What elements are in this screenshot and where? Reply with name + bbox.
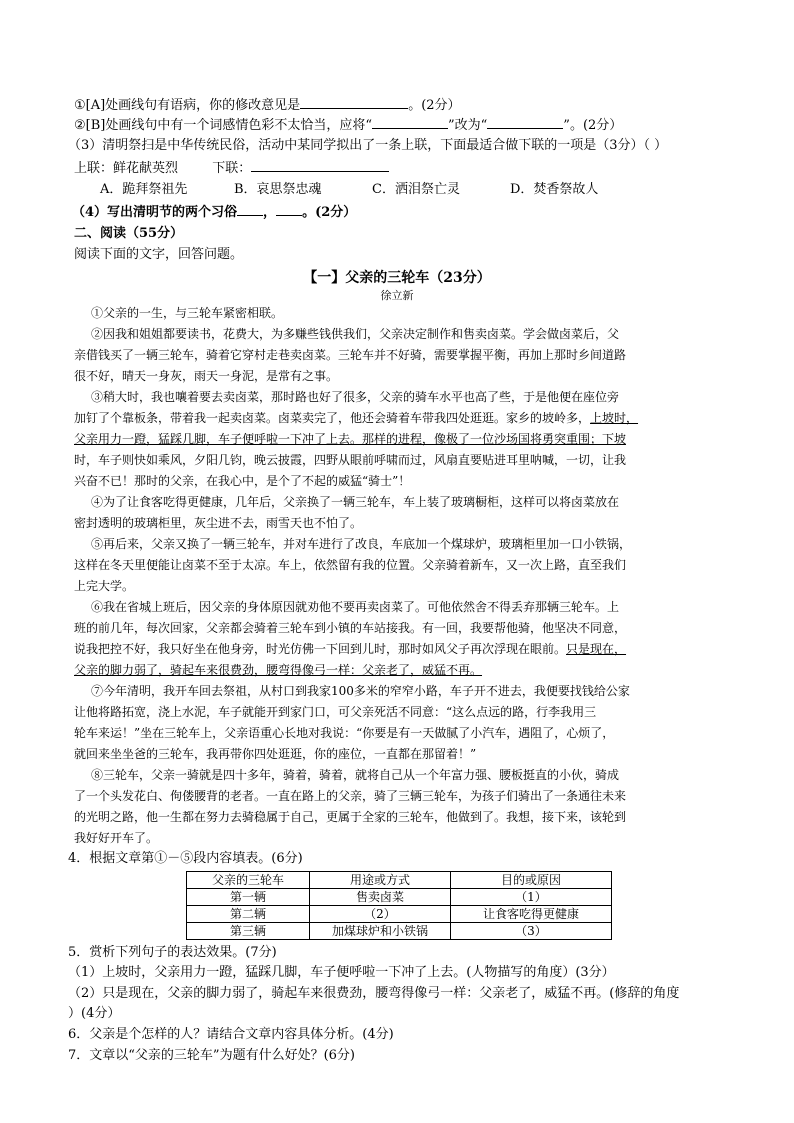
- q3-item2-text: ②[B]处画线句中有一个词感情色彩不太恰当，应将“: [74, 118, 372, 133]
- q3-item2-score: ”。(2分）: [563, 118, 623, 133]
- q4-prompt: 4．根据文章第①－⑤段内容填表。(6分): [68, 851, 303, 866]
- underlined-sentence-2: 父亲的脚力弱了，骑起车来很费劲，腰弯得像弓一样：父亲老了，威猛不再。: [74, 663, 483, 677]
- article-line: 上完大学。: [74, 579, 135, 593]
- article-line: ②因我和姐姐都要读书，花费大，为多赚些钱供我们，父亲决定制作和售卖卤菜。学会做卤菜后，父: [91, 327, 620, 341]
- q6-prompt: 6．父亲是个怎样的人？请结合文章内容具体分析。(4分): [68, 1027, 394, 1042]
- option-d[interactable]: D．焚香祭故人: [510, 182, 599, 197]
- q5-prompt: 5．赏析下列句子的表达效果。(7分): [68, 945, 277, 960]
- table-cell: 第一辆: [187, 889, 310, 906]
- q3-item2-text-mid: ”改为“: [448, 118, 488, 133]
- q3-item4-text: （4）写出清明节的两个习俗: [72, 205, 238, 220]
- article-line: [74, 661, 482, 679]
- underlined-sentence-1: 父亲用力一蹬，猛踩几脚，车子便呼啦一下冲了上去。那样的进程，像极了一位沙场国将勇突重围；下坡: [74, 432, 627, 446]
- couplet-lower-label: 下联：: [212, 161, 252, 176]
- table-cell[interactable]: （3）: [451, 923, 612, 940]
- article-line: 了一个头发花白、佝偻腰背的老者。一直在路上的父亲，骑了三辆三轮车，为孩子们骑出了一条通往未来: [74, 789, 627, 803]
- article-line: 就回来坐坐爸的三轮车，我再带你四处逛逛，你的座位，一直都在那留着！”: [74, 747, 477, 761]
- article-title: 【一】父亲的三轮车（23分）: [303, 270, 491, 286]
- q3-item1-score: 。(2分）: [408, 98, 461, 113]
- article-line: 让他将路拓宽，浇上水泥，车子就能开到家门口，可父亲死活不同意：“这么点远的路，行李我用三: [74, 705, 597, 719]
- article-line: 时，车子则快如乘风，夕阳几钧，晚云披霞，四野从眼前呼啸而过，风扇直要贴进耳里呐喊，一切，让我: [74, 453, 627, 467]
- article-line: 我好好开车了。: [74, 831, 159, 845]
- fill-table: [186, 871, 612, 940]
- underlined-sentence-2-start: 只是现在，: [566, 642, 627, 656]
- article-line: [74, 430, 626, 448]
- couplet-line: [74, 159, 389, 178]
- article-author: 徐立新: [380, 289, 414, 302]
- table-header: 父亲的三轮车: [187, 872, 310, 889]
- article-line: [74, 409, 638, 427]
- q7-prompt: 7．文章以“父亲的三轮车”为题有什么好处？(6分): [68, 1048, 355, 1063]
- option-c[interactable]: C．洒泪祭亡灵: [372, 182, 460, 197]
- section-heading: 二、阅读（55分）: [74, 226, 184, 241]
- article-line: ⑦今年清明，我开车回去祭祖，从村口到我家100多米的窄窄小路，车子开不进去，我便要找钱给公家: [91, 684, 630, 698]
- article-line: [74, 640, 626, 658]
- table-header-row: [187, 872, 612, 889]
- article-line: 很不好，晴天一身灰，雨天一身泥，是常有之事。: [74, 369, 339, 383]
- article-line: ③稍大时，我也嚷着要去卖卤菜，那时路也好了很多，父亲的骑车水平也高了些，于是他便在座位旁: [91, 390, 620, 404]
- table-header: 用途或方式: [310, 872, 451, 889]
- article-line: 的光明之路，他一生都在努力去骑稳属于自己，更属于全家的三轮车，他做到了。我想，接下来，该轮到: [74, 810, 627, 824]
- article-line: ④为了让食客吃得更健康，几年后，父亲换了一辆三轮车，车上装了玻璃橱柜，这样可以将卤菜放在: [91, 495, 620, 509]
- q3-couplet-question: （3）清明祭扫是中华传统民俗，活动中某同学拟出了一条上联，下面最适合做下联的一项是（3分）（ ）: [68, 138, 668, 153]
- q3-item1: [74, 96, 461, 115]
- article-line: 这样在冬天里便能让卤菜不至于太凉。车上，依然留有我的位置。父亲骑着新车，又一次上路，直至我们: [74, 558, 627, 572]
- table-cell: 加煤球炉和小铁锅: [310, 923, 451, 940]
- answer-blank[interactable]: [487, 116, 563, 129]
- q3-item1-text: ①[A]处画线句有语病，你的修改意见是: [74, 98, 301, 113]
- table-row: [187, 923, 612, 940]
- table-row: [187, 906, 612, 923]
- q5-item2-end: ）(4分）: [68, 1006, 121, 1021]
- article-line: 亲借钱买了一辆三轮车，骑着它穿村走巷卖卤菜。三轮车并不好骑，需要掌握平衡，再加上那时乡间道路: [74, 348, 627, 362]
- couplet-upper: 上联：鲜花献英烈: [74, 161, 179, 176]
- answer-blank[interactable]: [372, 116, 448, 129]
- q3-item4-score: 。(2分）: [302, 205, 357, 220]
- table-cell[interactable]: （2）: [310, 906, 451, 923]
- article-line: ⑤再后来，父亲又换了一辆三轮车，并对车进行了改良，车底加一个煤球炉，玻璃柜里加一口小铁锅，: [91, 537, 632, 551]
- table-cell: 售卖卤菜: [310, 889, 451, 906]
- q5-item1: （1）上坡时，父亲用力一蹬，猛踩几脚，车子便呼啦一下冲了上去。(人物描写的角度）(3分）: [68, 965, 615, 980]
- couplet-options: [100, 181, 598, 199]
- section-intro: 阅读下面的文字，回答问题。: [74, 247, 244, 262]
- article-line: 密封透明的玻璃柜里，灰尘进不去，雨雪天也不怕了。: [74, 516, 363, 530]
- answer-blank[interactable]: [237, 203, 263, 216]
- article-line-text: 加钉了个靠板条，带着我一起卖卤菜。卤菜卖完了，他还会骑着车带我四处逛逛。家乡的坡岭多，: [74, 411, 591, 425]
- article-line-text: 说我把控不好，我只好坐在他身旁，时光仿佛一下回到儿时，那时如风父子再次浮现在眼前。: [74, 642, 567, 656]
- underlined-sentence-1-start: 上坡时，: [590, 411, 639, 425]
- answer-blank[interactable]: [251, 159, 389, 172]
- option-b[interactable]: B．哀思祭忠魂: [234, 182, 322, 197]
- q3-item2: [74, 116, 622, 135]
- article-line: ⑧三轮车，父亲一骑就是四十多年，骑着，骑着，就将自己从一个年富力强、腰板挺直的小伙，骑成: [91, 768, 620, 782]
- option-a[interactable]: A．跪拜祭祖先: [100, 182, 188, 197]
- table-header: 目的或原因: [451, 872, 612, 889]
- table-cell[interactable]: （1）: [451, 889, 612, 906]
- article-line: 兴奋不已！那时的父亲，在我心中，是个了不起的威猛“骑士”！: [74, 474, 411, 488]
- answer-blank[interactable]: [276, 203, 302, 216]
- answer-blank[interactable]: [300, 96, 408, 109]
- table-cell: 第三辆: [187, 923, 310, 940]
- q3-item4: [72, 203, 356, 222]
- table-row: [187, 889, 612, 906]
- table-cell: 让食客吃得更健康: [451, 906, 612, 923]
- article-line: ①父亲的一生，与三轮车紧密相联。: [91, 306, 284, 320]
- article-line: 班的前几年，每次回家，父亲都会骑着三轮车到小镇的车站接我。有一回，我要帮他骑，他坚决不同意，: [74, 621, 627, 635]
- article-line: 轮车来运！”坐在三轮车上，父亲语重心长地对我说：“你要是有一天做腻了小汽车，遇阻了，心烦了，: [74, 726, 615, 740]
- separator: ，: [263, 205, 277, 220]
- q5-item2: （2）只是现在，父亲的脚力弱了，骑起车来很费劲，腰弯得像弓一样：父亲老了，威猛不再。(修辞的角度: [68, 986, 680, 1001]
- table-cell: 第二辆: [187, 906, 310, 923]
- article-line: ⑥我在省城上班后，因父亲的身体原因就劝他不要再卖卤菜了。可他依然舍不得丢弃那辆三轮车。上: [91, 600, 620, 614]
